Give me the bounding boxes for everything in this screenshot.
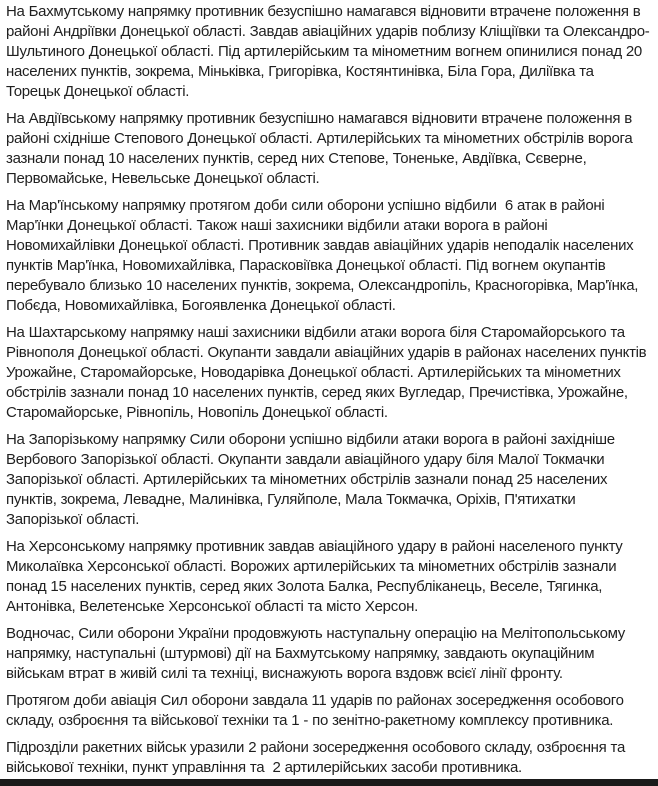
report-paragraph-zaporizhzhia: На Запорізькому напрямку Сили оборони успішно відбили атаки ворога в районі західніше Вербового Запорізької області. Окупанти завдали авіаційного удару біля Малої Токмачки Запорізької області. Артилерійських та мінометних обстрілів зазнали понад 25 населених пунктів, зокрема, Левадне, Малинівка, Гуляйполе, Мала Токмачка, Оріхів, П'ятихатки Запорізької області.	[6, 431, 619, 528]
report-paragraph-missiles: Підрозділи ракетних військ уразили 2 райони зосередження особового складу, озброєння та військової техніки, пункт управління та 2 артилерійських засоби противника.	[6, 739, 630, 776]
report-paragraph-bakhmut: На Бахмутському напрямку противник безуспішно намагався відновити втрачене положення в районі Андріївки Донецької області. Завдав авіаційних ударів поблизу Кліщіївки та Олександро-Шультиного Донецької області. Під артилерійським та мінометним вогнем опинилися понад 20 населених пунктів, зокрема, Міньківка, Григорівка, Костянтинівка, Біла Гора, Диліївка та Торецьк Донецької області.	[6, 3, 650, 100]
report-paragraph-marinka: На Мар'їнському напрямку протягом доби сили оборони успішно відбили 6 атак в районі Мар'їнки Донецької області. Також наші захисники відбили атаки ворога в районі Новомихайлівки Донецької області. Противник завдав авіаційних ударів неподалік населених пунктів Мар'їнка, Новомихайлівка, Парасковіївка Донецької області. Під вогнем окупантів перебувало близько 10 населених пунктів, зокрема, Олександропіль, Красногорівка, Мар'їнка, Побєда, Новомихайлівка, Богоявленка Донецької області.	[6, 197, 643, 314]
report-paragraph-kherson: На Херсонському напрямку противник завдав авіаційного удару в районі населеного пункту Миколаївка Херсонської області. Ворожих артилерійських та мінометних обстрілів зазнали понад 15 населених пунктів, серед яких Золота Балка, Республіканець, Веселе, Тягинка, Антонівка, Велетенське Херсонської області та місто Херсон.	[6, 538, 627, 615]
report-paragraph-offensive: Водночас, Сили оборони України продовжують наступальну операцію на Мелітопольському напрямку, наступальні (штурмові) дії на Бахмутському напрямку, завдають окупаційним військам втрат в живій силі та техніці, виснажують ворога вздовж всієї лінії фронту.	[6, 625, 630, 682]
report-paragraph-aviation: Протягом доби авіація Сил оборони завдала 11 ударів по районах зосередження особового складу, озброєння та військової техніки та 1 - по зенітно-ракетному комплексу противника.	[6, 692, 628, 729]
report-paragraph-avdiivka: На Авдіївському напрямку противник безуспішно намагався відновити втрачене положення в районі східніше Степового Донецької області. Артилерійських та мінометних обстрілів ворога зазнали понад 10 населених пунктів, серед них Степове, Тоненьке, Авдіївка, Сєверне, Первомайське, Невельське Донецької області.	[6, 110, 637, 187]
report-paragraph-shakhtarsk: На Шахтарському напрямку наші захисники відбили атаки ворога біля Старомайорського та Рівнополя Донецької області. Окупанти завдали авіаційних ударів в районах населених пунктів Урожайне, Старомайорське, Новодарівка Донецької області. Артилерійських та мінометних обстрілів зазнали понад 10 населених пунктів, серед яких Вугледар, Пречистівка, Урожайне, Старомайорське, Рівнопіль, Новопіль Донецької області.	[6, 324, 651, 421]
bottom-edge-bar	[0, 779, 658, 786]
